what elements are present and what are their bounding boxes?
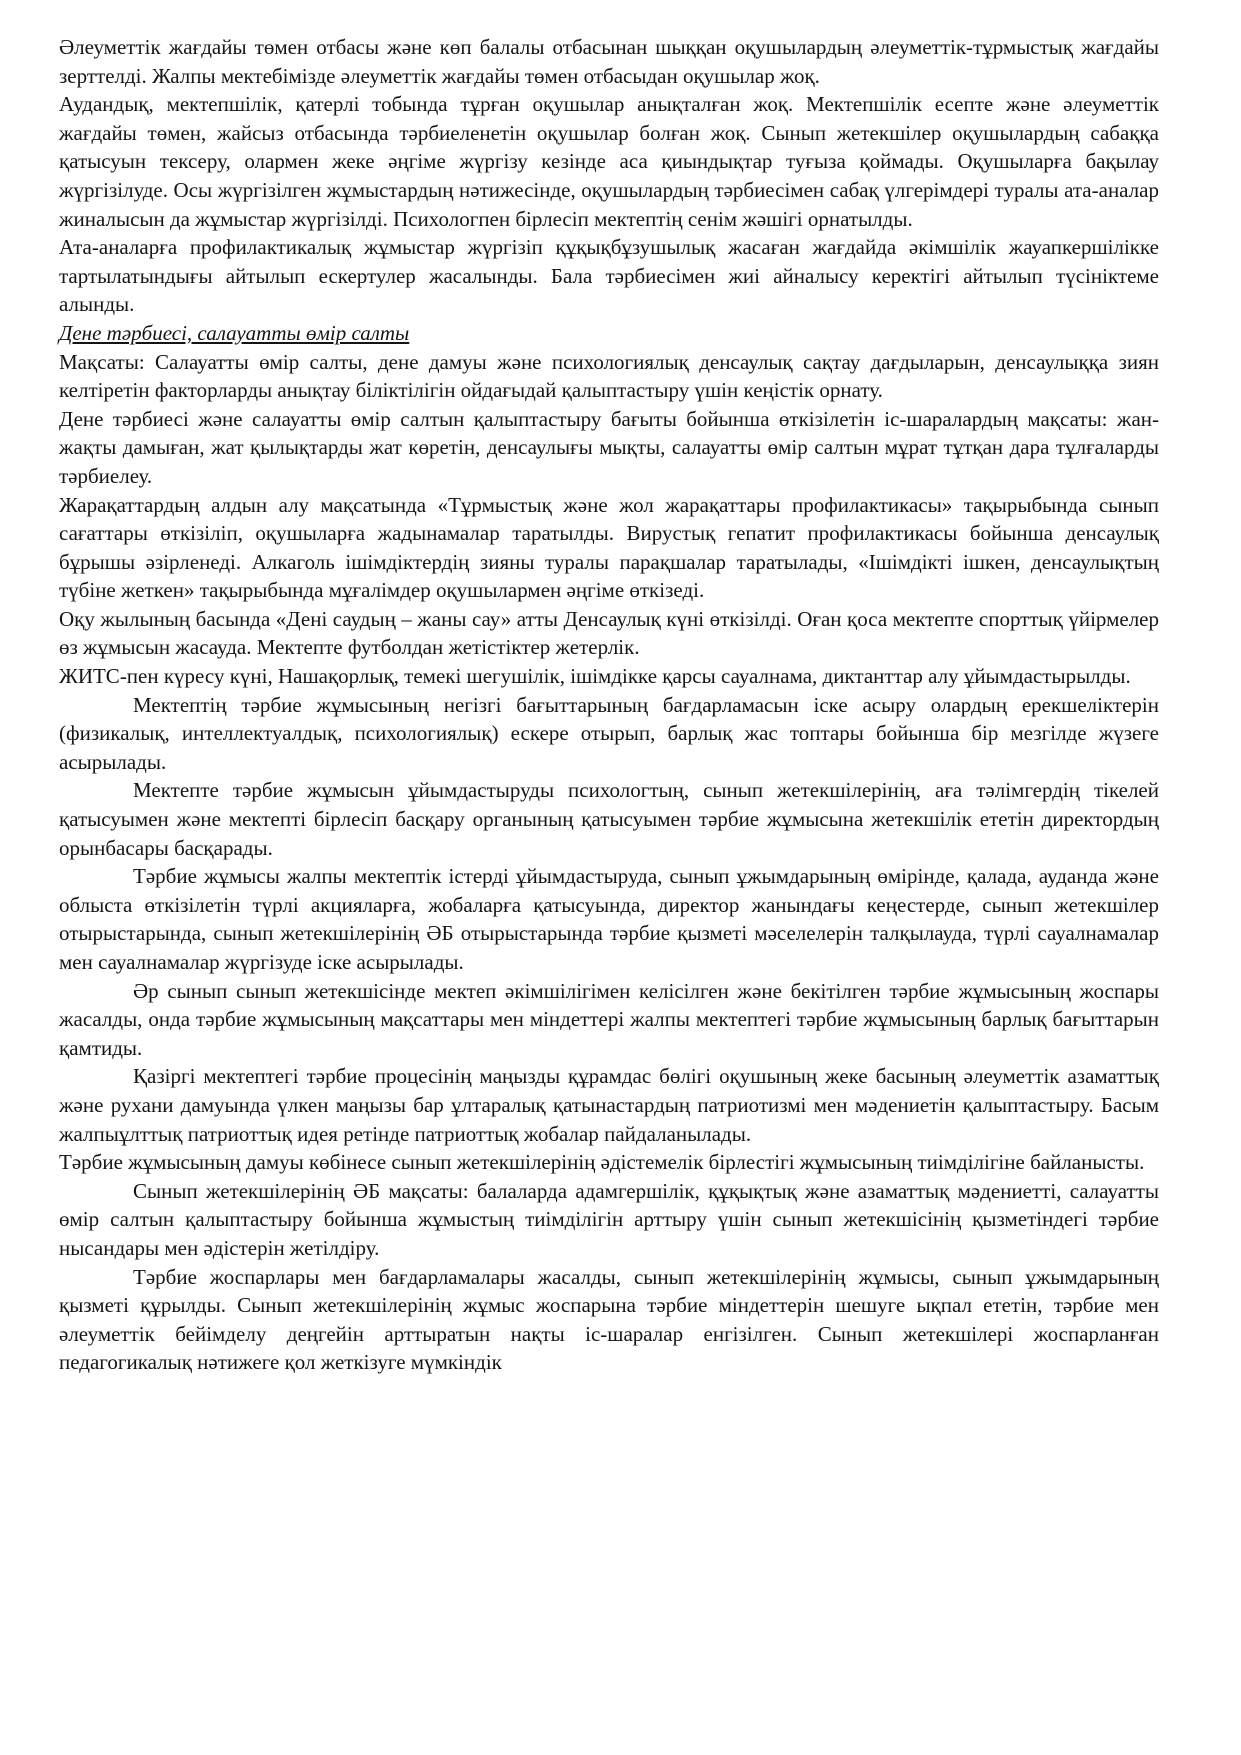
paragraph-7: Жарақаттардың алдын алу мақсатында «Тұрмыстық және жол жарақаттары профилактикасы» тақырыбында сынып сағаттары өткізіліп, оқушыларға жадынамалар таратылды. Вирустық гепатит профилактикасы бойынша денсаулық бұрышы әзірленеді. Алкаголь ішімдіктердің зияны туралы парақшалар таратылады, «Ішімдікті ішкен, денсаулықтың түбіне жеткен» тақырыбында мұғалімдер оқушылармен әңгіме өткізеді. bbox=[59, 492, 1159, 603]
paragraph-15: Тәрбие жұмысының дамуы көбінесе сынып жетекшілерінің әдістемелік бірлестігі жұмысының тиімділігіне байланысты. bbox=[59, 1150, 1145, 1175]
document-page bbox=[59, 33, 1159, 1377]
paragraph-8: Оқу жылының басында «Дені саудың – жаны сау» атты Денсаулық күні өткізілді. Оған қоса мектепте спорттық үйірмелер өз жұмысын жасауда. Мектепте футболдан жетістіктер жетерлік. bbox=[59, 606, 1159, 660]
paragraph-1: Әлеуметтік жағдайы төмен отбасы және көп балалы отбасынан шыққан оқушылардың әлеуметтік-тұрмыстық жағдайы зерттелді. Жалпы мектебімізде әлеуметтік жағдайы төмен отбасыдан оқушылар жоқ. bbox=[59, 35, 1159, 88]
paragraph-11: Мектепте тәрбие жұмысын ұйымдастыруды психологтың, сынып жетекшілерінің, аға тәлімгердің тікелей қатысуымен және мектепті бірлесіп басқару органының қатысуымен тәрбие жұмысына жетекшілік ететін директордың орынбасары басқарады. bbox=[59, 778, 1159, 860]
paragraph-12: Тәрбие жұмысы жалпы мектептік істерді ұйымдастыруда, сынып ұжымдарының өмірінде, қалада, ауданда және облыста өткізілетін түрлі акцияларға, жобаларға қатысуында, директор жанындағы кеңестерде, сынып жетекшілер отырыстарында, сынып жетекшілерінің ӘБ отырыстарында тәрбие қызметі мәселелерін талқылауда, түрлі сауалнамалар мен сауалнамалар жүргізуде іске асырылады. bbox=[59, 864, 1159, 974]
paragraph-3: Ата-аналарға профилактикалық жұмыстар жүргізіп құқықбұзушылық жасаған жағдайда әкімшілік жауапкершілікке тартылатындығы айтылып ескертулер жасалынды. Бала тәрбиесімен жиі айналысу керектігі айтылып түсініктеме алынды. bbox=[59, 235, 1159, 317]
paragraph-10: Мектептің тәрбие жұмысының негізгі бағыттарының бағдарламасын іске асыру олардың ерекшеліктерін (физикалық, интеллектуалдық, психологиялық) ескере отырып, барлық жас топтары бойынша бір мезгілде жүзеге асырылады. bbox=[59, 692, 1159, 774]
paragraph-16: Сынып жетекшілерінің ӘБ мақсаты: балаларда адамгершілік, құқықтық және азаматтық мәдениетті, салауатты өмір салтын қалыптастыру бойынша жұмыстың тиімділігін арттыру үшін сынып жетекшісінің қызметіндегі тәрбие нысандары мен әдістерін жетілдіру. bbox=[59, 1178, 1159, 1260]
paragraph-2: Аудандық, мектепшілік, қатерлі тобында тұрған оқушылар анықталған жоқ. Мектепшілік есепте және әлеуметтік жағдайы төмен, жайсыз отбасында тәрбиеленетін оқушылар болған жоқ. Сынып жетекшілер оқушылардың сабаққа қатысуын тексеру, олармен жеке әңгіме жүргізу кезінде аса қиындықтар туғыза қоймады. Оқушыларға бақылау жүргізілуде. Осы жүргізілген жұмыстардың нәтижесінде, оқушылардың тәрбиесімен сабақ үлгерімдері туралы ата-аналар жиналысын да жұмыстар жүргізілді. Психологпен бірлесіп мектептің сенім жәшігі орнатылды. bbox=[59, 92, 1159, 231]
paragraph-5: Мақсаты: Салауатты өмір салты, дене дамуы және психологиялық денсаулық сақтау дағдыларын, денсаулыққа зиян келтіретін факторларды анықтау біліктілігін ойдағыдай қалыптастыру үшін кеңістік орнату. bbox=[59, 349, 1159, 403]
paragraph-9: ЖИТС-пен күресу күні, Нашақорлық, темекі шегушілік, ішімдікке қарсы сауалнама, диктанттар алу ұйымдастырылды. bbox=[59, 664, 1131, 689]
paragraph-13: Әр сынып сынып жетекшісінде мектеп әкімшілігімен келісілген және бекітілген тәрбие жұмысының жоспары жасалды, онда тәрбие жұмысының мақсаттары мен міндеттері жалпы мектептегі тәрбие жұмысының барлық бағыттарын қамтиды. bbox=[59, 978, 1159, 1060]
paragraph-14: Қазіргі мектептегі тәрбие процесінің маңызды құрамдас бөлігі оқушының жеке басының әлеуметтік азаматтық және рухани дамуында үлкен маңызы бар ұлтаралық қатынастардың патриотизмі мен мәдениетін қалыптастыру. Басым жалпыұлттық патриоттық идея ретінде патриоттық жобалар пайдаланылады. bbox=[59, 1064, 1159, 1146]
section-heading: Дене тәрбиесі, салауатты өмір салты bbox=[59, 320, 410, 345]
paragraph-6: Дене тәрбиесі және салауатты өмір салтын қалыптастыру бағыты бойынша өткізілетін іс-шаралардың мақсаты: жан-жақты дамыған, жат қылықтарды жат көретін, денсаулығы мықты, салауатты өмір салтын мұрат тұтқан дара тұлғаларды тәрбиелеу. bbox=[59, 406, 1159, 488]
paragraph-17: Тәрбие жоспарлары мен бағдарламалары жасалды, сынып жетекшілерінің жұмысы, сынып ұжымдарының қызметі құрылды. Сынып жетекшілерінің жұмыс жоспарына тәрбие міндеттерін шешуге ықпал ететін, тәрбие мен әлеуметтік бейімделу деңгейін арттыратын нақты іс-шаралар енгізілген. Сынып жетекшілері жоспарланған педагогикалық нәтижеге қол жеткізуге мүмкіндік bbox=[59, 1264, 1159, 1375]
